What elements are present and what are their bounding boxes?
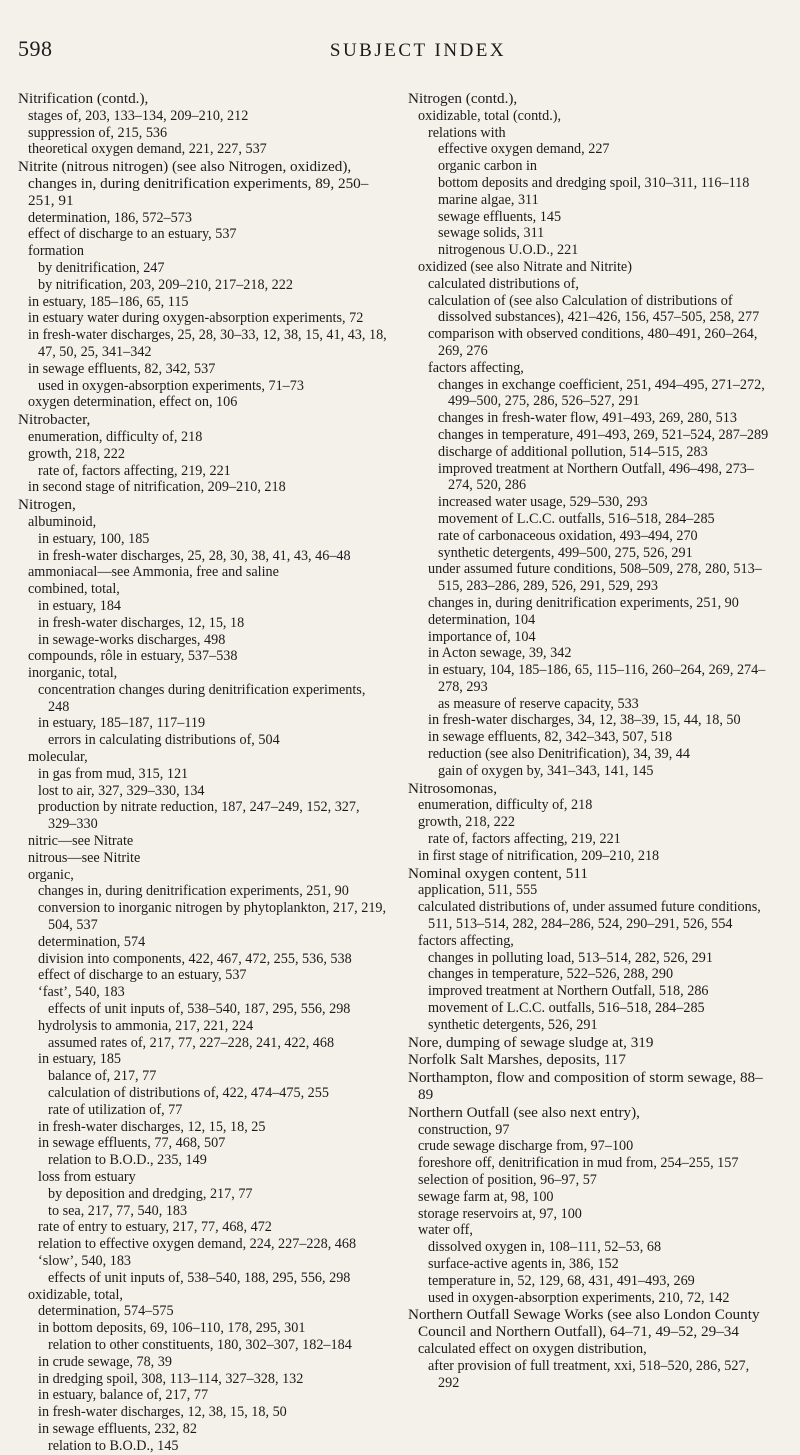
index-entry: rate of carbonaceous oxidation, 493–494, 270	[438, 527, 698, 544]
index-entry: reduction (see also Denitrification), 34, 39, 44	[428, 746, 690, 763]
index-entry: Northern Outfall Sewage Works (see also London County Council and Northern Outfall), 64–71, 49–52, 29–34	[408, 1306, 760, 1341]
index-entry: by nitrification, 203, 209–210, 217–218, 222	[38, 276, 293, 293]
index-entry: ‘fast’, 540, 183	[38, 984, 125, 1001]
index-columns	[18, 90, 778, 1455]
index-entry: movement of L.C.C. outfalls, 516–518, 284–285	[438, 510, 715, 527]
index-entry: Nitrogen,	[18, 496, 76, 514]
index-entry: factors affecting,	[428, 359, 524, 376]
index-entry: in sewage-works discharges, 498	[38, 631, 226, 648]
index-entry: in estuary, 185	[38, 1051, 122, 1068]
index-entry: concentration changes during denitrification experiments, 248	[38, 681, 366, 715]
index-entry: discharge of additional pollution, 514–515, 283	[438, 443, 708, 460]
index-entry: in fresh-water discharges, 34, 12, 38–39, 15, 44, 18, 50	[428, 712, 741, 729]
index-entry: in estuary, 184	[38, 597, 122, 614]
index-entry: changes in temperature, 491–493, 269, 521–524, 287–289	[438, 426, 769, 443]
index-entry: oxidized (see also Nitrate and Nitrite)	[418, 258, 632, 275]
index-entry: in estuary, 185–186, 65, 115	[28, 293, 189, 310]
index-entry: rate of utilization of, 77	[48, 1101, 183, 1118]
index-entry: storage reservoirs at, 97, 100	[418, 1205, 582, 1222]
index-entry: improved treatment at Northern Outfall, 496–498, 273–274, 520, 286	[438, 460, 754, 494]
index-entry: Nitrosomonas,	[408, 779, 498, 797]
index-entry: albuminoid,	[28, 513, 97, 530]
index-entry: water off,	[418, 1222, 473, 1239]
index-entry: surface-active agents in, 386, 152	[428, 1255, 619, 1272]
index-entry: inorganic, total,	[28, 665, 118, 682]
index-entry: Nore, dumping of sewage sludge at, 319	[408, 1033, 654, 1051]
index-entry: enumeration, difficulty of, 218	[418, 797, 593, 814]
index-entry: effects of unit inputs of, 538–540, 187, 295, 556, 298	[48, 1001, 351, 1018]
index-entry: relations with	[428, 124, 506, 141]
index-entry: calculated distributions of, under assumed future conditions, 511, 513–514, 282, 284–286, 524, 290–291, 526, 554	[418, 899, 761, 933]
index-entry: rate of, factors affecting, 219, 221	[38, 462, 231, 479]
index-entry: in fresh-water discharges, 25, 28, 30–33, 12, 38, 15, 41, 43, 18, 47, 50, 25, 341–342	[28, 327, 387, 360]
index-entry: hydrolysis to ammonia, 217, 221, 224	[38, 1017, 254, 1034]
index-entry: in Acton sewage, 39, 342	[428, 645, 572, 662]
index-entry: conversion to inorganic nitrogen by phytoplankton, 217, 219, 504, 537	[38, 900, 387, 934]
index-entry: growth, 218, 222	[28, 445, 125, 462]
index-entry: in estuary, 100, 185	[38, 530, 150, 547]
index-entry: ‘slow’, 540, 183	[38, 1252, 132, 1269]
index-entry: changes in fresh-water flow, 491–493, 269, 280, 513	[438, 410, 737, 427]
index-entry: relation to effective oxygen demand, 224, 227–228, 468	[38, 1236, 357, 1253]
index-entry: molecular,	[28, 749, 88, 766]
index-entry: in fresh-water discharges, 12, 38, 15, 18, 50	[38, 1404, 287, 1421]
index-entry: in estuary, balance of, 217, 77	[38, 1387, 209, 1404]
index-entry: ammoniacal—see Ammonia, free and saline	[28, 564, 279, 581]
index-entry: Nominal oxygen content, 511	[408, 864, 588, 882]
index-entry: effect of discharge to an estuary, 537	[28, 226, 237, 243]
index-entry: in sewage effluents, 77, 468, 507	[38, 1135, 226, 1152]
index-entry: foreshore off, denitrification in mud from, 254–255, 157	[418, 1155, 739, 1172]
index-entry: improved treatment at Northern Outfall, 518, 286	[428, 983, 709, 1000]
index-entry: Northampton, flow and composition of storm sewage, 88–89	[408, 1069, 763, 1104]
index-entry: increased water usage, 529–530, 293	[438, 494, 648, 511]
index-entry: stages of, 203, 133–134, 209–210, 212	[28, 107, 249, 124]
index-entry: used in oxygen-absorption experiments, 210, 72, 142	[428, 1289, 730, 1306]
index-entry: changes in, during denitrification experiments, 251, 90	[428, 594, 739, 611]
index-entry: in fresh-water discharges, 12, 15, 18	[38, 614, 245, 631]
page-number: 598	[18, 36, 53, 61]
index-entry: organic carbon in	[438, 158, 538, 175]
index-entry: movement of L.C.C. outfalls, 516–518, 284–285	[428, 1000, 705, 1017]
index-entry: in estuary water during oxygen-absorption experiments, 72	[28, 310, 364, 327]
index-entry: changes in temperature, 522–526, 288, 290	[428, 966, 674, 983]
index-entry: balance of, 217, 77	[48, 1068, 157, 1085]
index-entry: in estuary, 104, 185–186, 65, 115–116, 260–264, 269, 274–278, 293	[428, 662, 766, 695]
index-entry: effective oxygen demand, 227	[438, 141, 610, 158]
index-entry: oxygen determination, effect on, 106	[28, 394, 238, 411]
index-entry: combined, total,	[28, 581, 120, 598]
index-entry: Northern Outfall (see also next entry),	[408, 1103, 640, 1121]
index-entry: Nitrobacter,	[18, 411, 91, 429]
index-entry: construction, 97	[418, 1121, 510, 1138]
index-entry: determination, 104	[428, 611, 536, 628]
index-entry: determination, 574–575	[38, 1303, 174, 1320]
index-entry: nitric—see Nitrate	[28, 833, 134, 850]
index-entry: suppression of, 215, 536	[28, 124, 168, 141]
index-entry: temperature in, 52, 129, 68, 431, 491–493, 269	[428, 1272, 695, 1289]
index-entry: in crude sewage, 78, 39	[38, 1353, 172, 1370]
index-entry: oxidizable, total (contd.),	[418, 107, 562, 124]
index-entry: in dredging spoil, 308, 113–114, 327–328, 132	[38, 1370, 304, 1387]
page-header	[18, 36, 778, 76]
index-entry: determination, 186, 572–573	[28, 209, 192, 226]
index-entry: production by nitrate reduction, 187, 247–249, 152, 327, 329–330	[38, 799, 360, 833]
index-entry: in fresh-water discharges, 25, 28, 30, 38, 41, 43, 46–48	[38, 547, 351, 564]
index-entry: changes in exchange coefficient, 251, 494–495, 271–272, 499–500, 275, 286, 526–527, 291	[438, 376, 765, 410]
index-entry: rate of, factors affecting, 219, 221	[428, 831, 621, 848]
index-entry: importance of, 104	[428, 628, 536, 645]
index-entry: in second stage of nitrification, 209–210, 218	[28, 479, 286, 496]
index-entry: changes in, during denitrification experiments, 251, 90	[38, 883, 349, 900]
index-entry: Nitrogen (contd.),	[408, 90, 518, 107]
index-entry: nitrous—see Nitrite	[28, 849, 141, 866]
index-entry: synthetic detergents, 526, 291	[428, 1016, 598, 1033]
index-entry: factors affecting,	[418, 932, 514, 949]
index-entry: crude sewage discharge from, 97–100	[418, 1138, 634, 1155]
right-column	[408, 90, 773, 1455]
index-entry: formation	[28, 243, 84, 260]
index-entry: in sewage effluents, 232, 82	[38, 1420, 197, 1437]
index-entry: organic,	[28, 866, 74, 883]
index-entry: in bottom deposits, 69, 106–110, 178, 295, 301	[38, 1320, 306, 1337]
index-entry: effects of unit inputs of, 538–540, 188, 295, 556, 298	[48, 1269, 351, 1286]
index-entry: errors in calculating distributions of, 504	[48, 732, 280, 749]
index-entry: determination, 574	[38, 933, 146, 950]
index-entry: comparison with observed conditions, 480–491, 260–264, 269, 276	[428, 326, 758, 359]
index-entry: relation to B.O.D., 145	[48, 1437, 179, 1454]
index-entry: in gas from mud, 315, 121	[38, 765, 189, 782]
index-entry: relation to B.O.D., 235, 149	[48, 1152, 207, 1169]
index-entry: calculated distributions of,	[428, 275, 579, 292]
index-entry: growth, 218, 222	[418, 814, 515, 831]
running-head: SUBJECT INDEX	[329, 40, 507, 61]
index-entry: used in oxygen-absorption experiments, 71–73	[38, 377, 304, 394]
index-entry: in estuary, 185–187, 117–119	[38, 715, 206, 732]
index-entry: as measure of reserve capacity, 533	[438, 695, 639, 712]
index-entry: relation to other constituents, 180, 302–307, 182–184	[48, 1336, 352, 1353]
index-entry: assumed rates of, 217, 77, 227–228, 241, 422, 468	[48, 1034, 335, 1051]
index-entry: sewage farm at, 98, 100	[418, 1188, 554, 1205]
index-entry: nitrogenous U.O.D., 221	[438, 242, 579, 259]
index-entry: bottom deposits and dredging spoil, 310–311, 116–118	[438, 174, 750, 191]
index-entry: in first stage of nitrification, 209–210, 218	[418, 847, 660, 864]
index-entry: loss from estuary	[38, 1169, 136, 1185]
index-entry: synthetic detergents, 499–500, 275, 526, 291	[438, 544, 693, 561]
index-entry: enumeration, difficulty of, 218	[28, 428, 203, 445]
index-entry: sewage solids, 311	[438, 225, 545, 242]
index-entry: Nitrification (contd.),	[18, 90, 149, 107]
index-entry: sewage effluents, 145	[438, 208, 562, 225]
index-entry: Nitrite (nitrous nitrogen) (see also Nitrogen, oxidized), changes in, during denitrification experiments, 89, 250–251, 91	[18, 158, 369, 209]
index-entry: calculation of (see also Calculation of distributions of dissolved substances), 421–426, 156, 457–505, 258, 277	[428, 292, 760, 326]
index-entry: marine algae, 311	[438, 191, 539, 208]
index-entry: oxidizable, total,	[28, 1286, 123, 1303]
index-entry: division into components, 422, 467, 472, 255, 536, 538	[38, 950, 352, 967]
left-column	[18, 90, 388, 1455]
index-entry: compounds, rôle in estuary, 537–538	[28, 648, 238, 665]
index-entry: by denitrification, 247	[38, 259, 165, 276]
index-entry: Norfolk Salt Marshes, deposits, 117	[408, 1051, 626, 1069]
index-entry: changes in polluting load, 513–514, 282, 526, 291	[428, 949, 713, 966]
index-entry: dissolved oxygen in, 108–111, 52–53, 68	[428, 1239, 662, 1256]
index-entry: effect of discharge to an estuary, 537	[38, 967, 247, 984]
index-entry: calculation of distributions of, 422, 474–475, 255	[48, 1085, 329, 1102]
index-entry: under assumed future conditions, 508–509, 278, 280, 513–515, 283–286, 289, 526, 291, 529, 293	[428, 561, 762, 595]
index-entry: calculated effect on oxygen distribution,	[418, 1340, 647, 1357]
index-entry: after provision of full treatment, xxi, 518–520, 286, 527, 292	[428, 1357, 750, 1391]
index-entry: theoretical oxygen demand, 221, 227, 537	[28, 141, 267, 158]
index-entry: selection of position, 96–97, 57	[418, 1172, 597, 1188]
index-entry: in sewage effluents, 82, 342–343, 507, 518	[428, 729, 673, 746]
index-entry: rate of entry to estuary, 217, 77, 468, 472	[38, 1219, 272, 1236]
index-entry: in fresh-water discharges, 12, 15, 18, 25	[38, 1118, 266, 1135]
index-entry: lost to air, 327, 329–330, 134	[38, 782, 205, 799]
index-entry: to sea, 217, 77, 540, 183	[48, 1202, 188, 1219]
index-entry: gain of oxygen by, 341–343, 141, 145	[438, 762, 654, 779]
index-entry: application, 511, 555	[418, 882, 538, 899]
index-entry: by deposition and dredging, 217, 77	[48, 1185, 253, 1202]
index-entry: in sewage effluents, 82, 342, 537	[28, 360, 216, 377]
